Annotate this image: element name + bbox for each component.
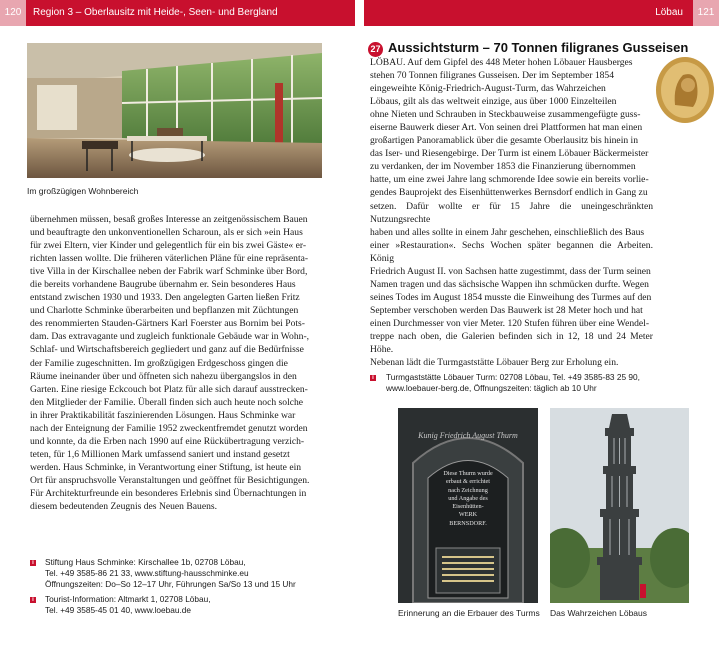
left-page-header [0,0,355,26]
living-room-photo [27,43,322,178]
info-icon: i [30,597,36,603]
plaque-arch-text: Kunig Friedrich August Thurm [418,431,518,440]
tower-caption: Das Wahrzeichen Löbaus [550,608,648,618]
info-icon: i [370,375,376,381]
plaque-caption: Erinnerung an die Erbauer des Turms [398,608,540,618]
page-number-left: 120 [0,0,26,26]
region-title: Region 3 – Oberlausitz mit Heide-, Seen- und Bergland [33,7,278,18]
haus-schminke-info: Stiftung Haus Schminke: Kirschallee 1b, 02708 Löbau, Tel. +49 3585-86 21 33, www.stiftung-hausschminke.eu Öffnungszeiten: Do–So 12–17 Uhr, Führungen Sa/So 13 und 15 Uhr [45,557,296,589]
haus-schminke-text: übernehmen müssen, besaß großes Interesse an zeitgenössischem Bauen und beauftragte den unkonventionellen Scharoun, als er sich »ein Haus für zwei Eltern, vier Kinder und gelegentlich für ein bis zwei Gäste« er- richten lassen wollte. Die früheren väterlichen Pläne für eine repräsenta- tive Villa in der Kirschallee neben der Fabrik warf Schminke über Bord, die bereits vorhandene Baugrube übernahm er. Sein besonderes Haus entstand zwischen 1930 und 1933. Den angelegten Garten ließen Fritz und Charlotte Schminke überarbeiten und bepflanzen mit Züchtungen des renommierten Stauden-Gärtners Karl Foerster aus Bornim bei Pots- dam. Das extravagante und zugleich funktionale Gebäude war in Wohn-, Schlaf- und Wirtschaftsbereich gegliedert und ganz auf die Bedürfnisse der Familie zugeschnitten. Im großzügigen Erdgeschoss gingen die Räume ineinander über und öffneten sich nahezu übergangslos in den Garten. Eine riesige Eckcouch bot Platz für alle sich darauf ausstrecken- den Mitglieder der Familie. Überall finden sich auch heute noch solche in ihrer Praktikabilität faszinierenden Lösungen. Haus Schminke war nach der Enteignung der Familie 1952 zweckentfremdet genutzt worden und konnte, da die Erben nach 1990 auf eine Rückübertragung verzich- teten, für 1,6 Millionen Mark umfassend saniert und instand gesetzt werden. Haus Schminke, in Verantwortung einer Stiftung, ist heute ein Ort für anspruchsvolle Veranstaltungen und geöffnet für Besichtigungen. Für Architekturfreunde ein besonderes Erlebnis sind Übernachtungen in diesem bedeutenden Zeugnis des Neuen Bauens. [30,214,310,513]
tourist-info: Tourist-Information: Altmarkt 1, 02708 Löbau, Tel. +49 3585-45 01 40, www.loebau.de [45,594,211,615]
plaque-inscription: Diese Thurm wurde erbaut & errichtet nach Zeichnung und Angabe des Eisenhütten- WERK BERNSDORF. [443,470,493,527]
living-room-illustration [27,43,322,178]
page-number-right: 121 [693,0,719,26]
plaque-photo [398,408,538,603]
turmgaststaette-info: Turmgaststätte Löbauer Turm: 02708 Löbau, Tel. +49 3585-83 25 90, www.loebauer-berg.de, Öffnungszeiten: täglich ab 10 Uhr [386,372,640,393]
tower-photo [550,408,689,603]
town-title: Löbau [655,7,683,18]
right-page-header [364,0,719,26]
info-icon: i [30,560,36,566]
article-title: Aussichtsturm – 70 Tonnen filigranes Gusseisen [388,40,689,55]
sight-number-badge: 27 [368,42,383,57]
tower-text: LÖBAU. Auf dem Gipfel des 448 Meter hohen Löbauer Hausberges stehen 70 Tonnen filigranes Gusseisen. Der im September 1854 eingeweihte König-Friedrich-August-Turm, das Wahrzeichen Löbaus, gilt als das weltweit einzige, aus über 1000 Einzelteilen ohne Nieten und Schrauben in Steckbauweise zusammengefügte guss- eiserne Bauwerk dieser Art. Von seinen drei Plattformen hat man einen großartigen Panoramablick über die gesamte Oberlausitz bis hinein in das Iser- und Riesengebirge. Der Turm ist einem Löbauer Bäckermeister zu verdanken, der im November 1853 die Finanzierung übernommen hatte, um eine zwei Jahre lang schmorende Idee sowie ein bereits vorlie- gendes Bauprojekt des Eisenhüttenwerkes Bernsdorf endlich in Gang zu setzen. Dafür wollte er für 15 Jahre die uneingeschränkten Nutzungsrechte haben und alles sollte in einem Jahr geschehen, einschließlich des Baus einer »Restauration«. Sechs Wochen später begannen die Arbeiten. König Friedrich August II. von Sachsen hatte zugestimmt, dass der Turm seinen Namen tragen und das sächsische Wappen ihn schmücken durfte. Wegen seines Todes im August 1854 musste die Einweihung des Turmes auf den September verschoben werden Das Bauwerk ist 28 Meter hoch und hat einen Durchmesser von vier Meter. 120 Stufen führen über eine Wendel- treppe nach oben, die Galerien befinden sich in 12, 18 und 24 Meter Höhe. Nebenan lädt die Turmgaststätte Löbauer Berg zur Erholung ein. [370,57,653,369]
king-medallion-image [655,55,715,125]
living-room-caption: Im großzügigen Wohnbereich [27,186,139,196]
